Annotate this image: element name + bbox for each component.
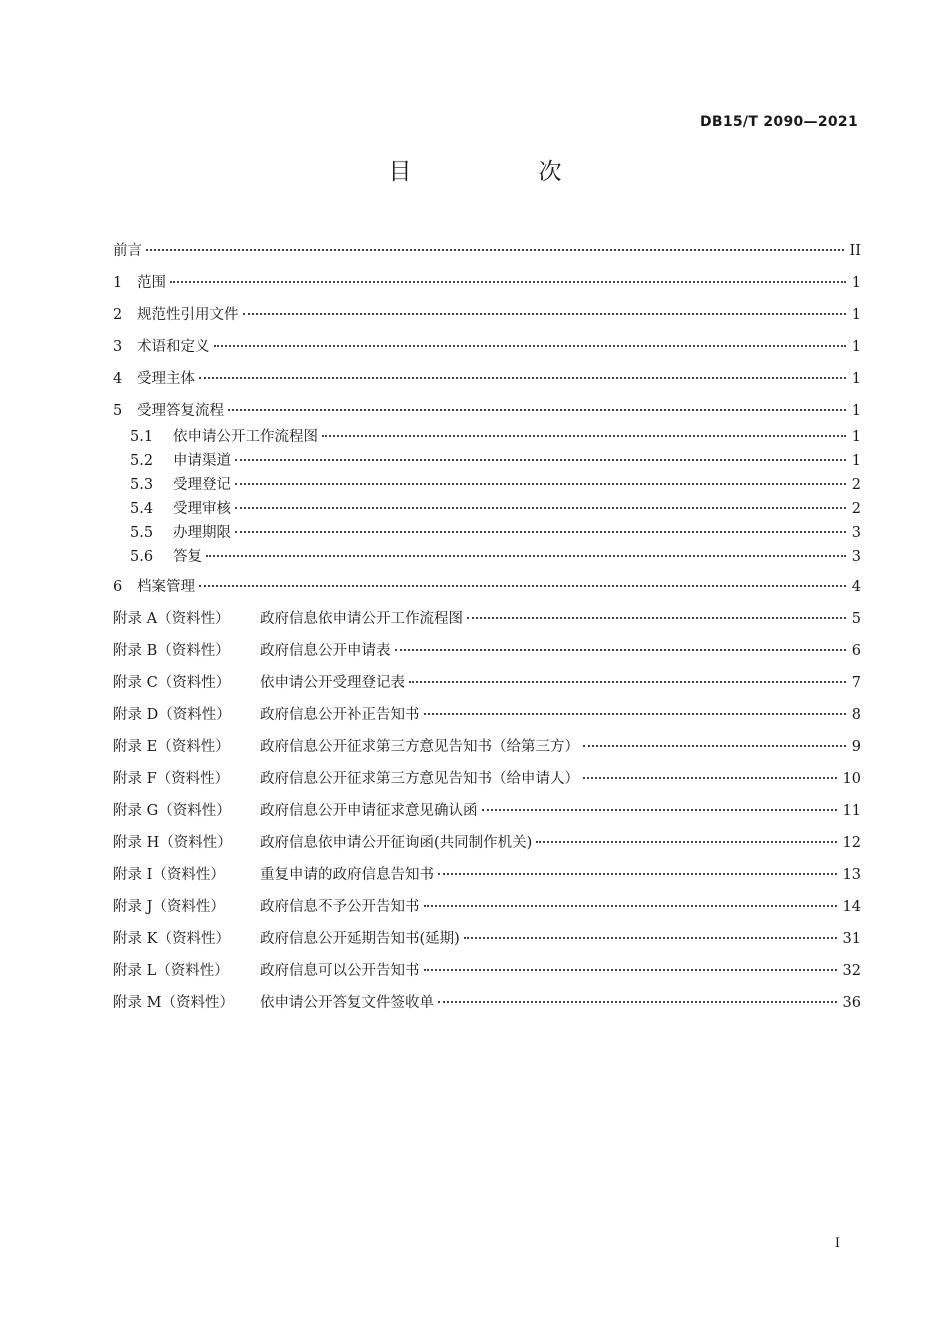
toc-entry-title: 范围 <box>137 275 166 291</box>
toc-page-number: 1 <box>851 403 861 419</box>
toc-subsection-number: 5.4 <box>130 501 154 517</box>
annex-label: 附录 D（资料性） <box>113 707 231 723</box>
toc-page-number: 11 <box>842 803 861 819</box>
toc-section-number: 3 <box>113 339 123 355</box>
dot-leader <box>228 409 846 411</box>
toc-entry-annex[interactable] <box>113 640 861 672</box>
toc-page-number: 6 <box>851 643 861 659</box>
toc-entry-section[interactable] <box>113 576 861 608</box>
annex-label: 附录 B（资料性） <box>113 643 230 659</box>
toc-entry-title: 政府信息公开申请表 <box>260 643 391 659</box>
toc-entry-title: 政府信息可以公开告知书 <box>260 963 420 979</box>
toc-entry-title: 答复 <box>173 549 202 565</box>
toc-entry-title: 政府信息公开申请征求意见确认函 <box>260 803 478 819</box>
toc-entry-annex[interactable] <box>113 832 861 864</box>
toc-page-number: 9 <box>851 739 861 755</box>
toc-subsection-number: 5.5 <box>130 525 154 541</box>
toc-entry-title: 规范性引用文件 <box>137 307 239 323</box>
dot-leader <box>482 809 837 811</box>
toc-entry-title: 受理主体 <box>137 371 195 387</box>
toc-entry-annex[interactable] <box>113 672 861 704</box>
toc-entry-annex[interactable] <box>113 864 861 896</box>
toc-entry-title: 政府信息依申请公开工作流程图 <box>260 611 463 627</box>
toc-page-number: 12 <box>842 835 861 851</box>
toc-page-number: 5 <box>851 611 861 627</box>
toc-page-number: 31 <box>842 931 861 947</box>
dot-leader <box>170 281 846 283</box>
dot-leader <box>536 841 836 843</box>
toc-section-number: 5 <box>113 403 123 419</box>
dot-leader <box>409 681 846 683</box>
dot-leader <box>424 905 837 907</box>
toc-subsection-number: 5.6 <box>130 549 154 565</box>
toc-entry-annex[interactable] <box>113 608 861 640</box>
toc-entry-annex[interactable] <box>113 928 861 960</box>
toc-section-number: 2 <box>113 307 123 323</box>
toc-entry-title: 政府信息公开征求第三方意见告知书（给第三方） <box>260 739 579 755</box>
toc-entry-subsection[interactable] <box>113 546 861 570</box>
toc-page-number: 1 <box>851 453 861 469</box>
toc-entry-title: 办理期限 <box>173 525 231 541</box>
toc-entry-annex[interactable] <box>113 960 861 992</box>
toc-entry-title: 政府信息公开补正告知书 <box>260 707 420 723</box>
toc-entry-subsection[interactable] <box>113 498 861 522</box>
toc-page-number: 1 <box>851 371 861 387</box>
toc-entry-annex[interactable] <box>113 896 861 928</box>
page-title: 目 次 <box>388 159 614 185</box>
toc-entry-title: 政府信息不予公开告知书 <box>260 899 420 915</box>
toc-entry-subsection[interactable] <box>113 522 861 546</box>
toc-entry-title: 前言 <box>113 243 142 259</box>
toc-page-number: 1 <box>851 275 861 291</box>
toc-entry-annex[interactable] <box>113 704 861 736</box>
dot-leader <box>206 555 846 557</box>
annex-label: 附录 F（资料性） <box>113 771 230 787</box>
toc-entry-section[interactable] <box>113 272 861 304</box>
dot-leader <box>438 873 837 875</box>
toc-page-number: 7 <box>851 675 861 691</box>
toc-page-number: 8 <box>851 707 861 723</box>
dot-leader <box>438 1001 837 1003</box>
annex-label: 附录 I（资料性） <box>113 867 225 883</box>
dot-leader <box>235 507 846 509</box>
toc-entry-title: 受理答复流程 <box>137 403 224 419</box>
toc-page-number: 36 <box>842 995 861 1011</box>
annex-label: 附录 G（资料性） <box>113 803 231 819</box>
toc-entry-section[interactable] <box>113 400 861 426</box>
toc-entry-subsection[interactable] <box>113 426 861 450</box>
toc-subsection-number: 5.3 <box>130 477 154 493</box>
toc-entry-section[interactable] <box>113 336 861 368</box>
toc-entry-title: 受理登记 <box>173 477 231 493</box>
annex-label: 附录 L（资料性） <box>113 963 229 979</box>
toc-entry-title: 依申请公开答复文件签收单 <box>260 995 434 1011</box>
annex-label: 附录 H（资料性） <box>113 835 232 851</box>
toc-section-number: 4 <box>113 371 123 387</box>
page-number: I <box>834 1236 840 1251</box>
dot-leader <box>464 937 837 939</box>
toc-entry-title: 政府信息公开延期告知书(延期) <box>260 931 460 947</box>
dot-leader <box>583 745 846 747</box>
standard-code: DB15/T 2090—2021 <box>699 114 858 130</box>
toc-entry-title: 依申请公开工作流程图 <box>173 429 318 445</box>
dot-leader <box>235 531 846 533</box>
toc-entry-title: 申请渠道 <box>173 453 231 469</box>
toc-entry-subsection[interactable] <box>113 450 861 474</box>
toc-page-number: 1 <box>851 429 861 445</box>
dot-leader <box>235 459 846 461</box>
dot-leader <box>583 777 837 779</box>
toc-page-number: 13 <box>842 867 861 883</box>
dot-leader <box>199 377 846 379</box>
annex-label: 附录 J（资料性） <box>113 899 225 915</box>
toc-entry-title: 受理审核 <box>173 501 231 517</box>
toc-section-number: 1 <box>113 275 123 291</box>
toc-entry-annex[interactable] <box>113 736 861 768</box>
dot-leader <box>214 345 846 347</box>
toc-page-number: 3 <box>851 549 861 565</box>
toc-page-number: 3 <box>851 525 861 541</box>
toc-entry-section[interactable] <box>113 304 861 336</box>
table-of-contents <box>113 240 861 1024</box>
dot-leader <box>467 617 846 619</box>
dot-leader <box>243 313 846 315</box>
annex-label: 附录 C（资料性） <box>113 675 231 691</box>
toc-entry-subsection[interactable] <box>113 474 861 498</box>
toc-page-number: 2 <box>851 501 861 517</box>
toc-entry-title: 依申请公开受理登记表 <box>260 675 405 691</box>
toc-entry-title: 政府信息公开征求第三方意见告知书（给申请人） <box>260 771 579 787</box>
toc-page-number: 2 <box>851 477 861 493</box>
toc-page-number: 1 <box>851 339 861 355</box>
dot-leader <box>395 649 846 651</box>
annex-label: 附录 A（资料性） <box>113 611 230 627</box>
toc-page-number: 4 <box>851 579 861 595</box>
toc-entry-title: 重复申请的政府信息告知书 <box>260 867 434 883</box>
toc-page-number: 32 <box>842 963 861 979</box>
annex-label: 附录 M（资料性） <box>113 995 234 1011</box>
toc-page-number: 1 <box>851 307 861 323</box>
toc-entry-preface[interactable] <box>113 240 861 272</box>
dot-leader <box>199 585 846 587</box>
toc-page-number: II <box>849 243 861 259</box>
toc-entry-annex[interactable] <box>113 992 861 1024</box>
toc-entry-annex[interactable] <box>113 768 861 800</box>
annex-label: 附录 K（资料性） <box>113 931 230 947</box>
toc-subsection-number: 5.1 <box>130 429 154 445</box>
dot-leader <box>146 249 844 251</box>
toc-entry-section[interactable] <box>113 368 861 400</box>
toc-page-number: 10 <box>842 771 861 787</box>
dot-leader <box>424 969 837 971</box>
toc-entry-title: 术语和定义 <box>137 339 210 355</box>
dot-leader <box>322 435 846 437</box>
toc-section-number: 6 <box>113 579 123 595</box>
toc-page-number: 14 <box>842 899 861 915</box>
toc-entry-title: 档案管理 <box>137 579 195 595</box>
toc-entry-title: 政府信息依申请公开征询函(共同制作机关) <box>260 835 533 851</box>
annex-label: 附录 E（资料性） <box>113 739 230 755</box>
dot-leader <box>235 483 846 485</box>
dot-leader <box>424 713 846 715</box>
toc-subsection-number: 5.2 <box>130 453 154 469</box>
toc-entry-annex[interactable] <box>113 800 861 832</box>
